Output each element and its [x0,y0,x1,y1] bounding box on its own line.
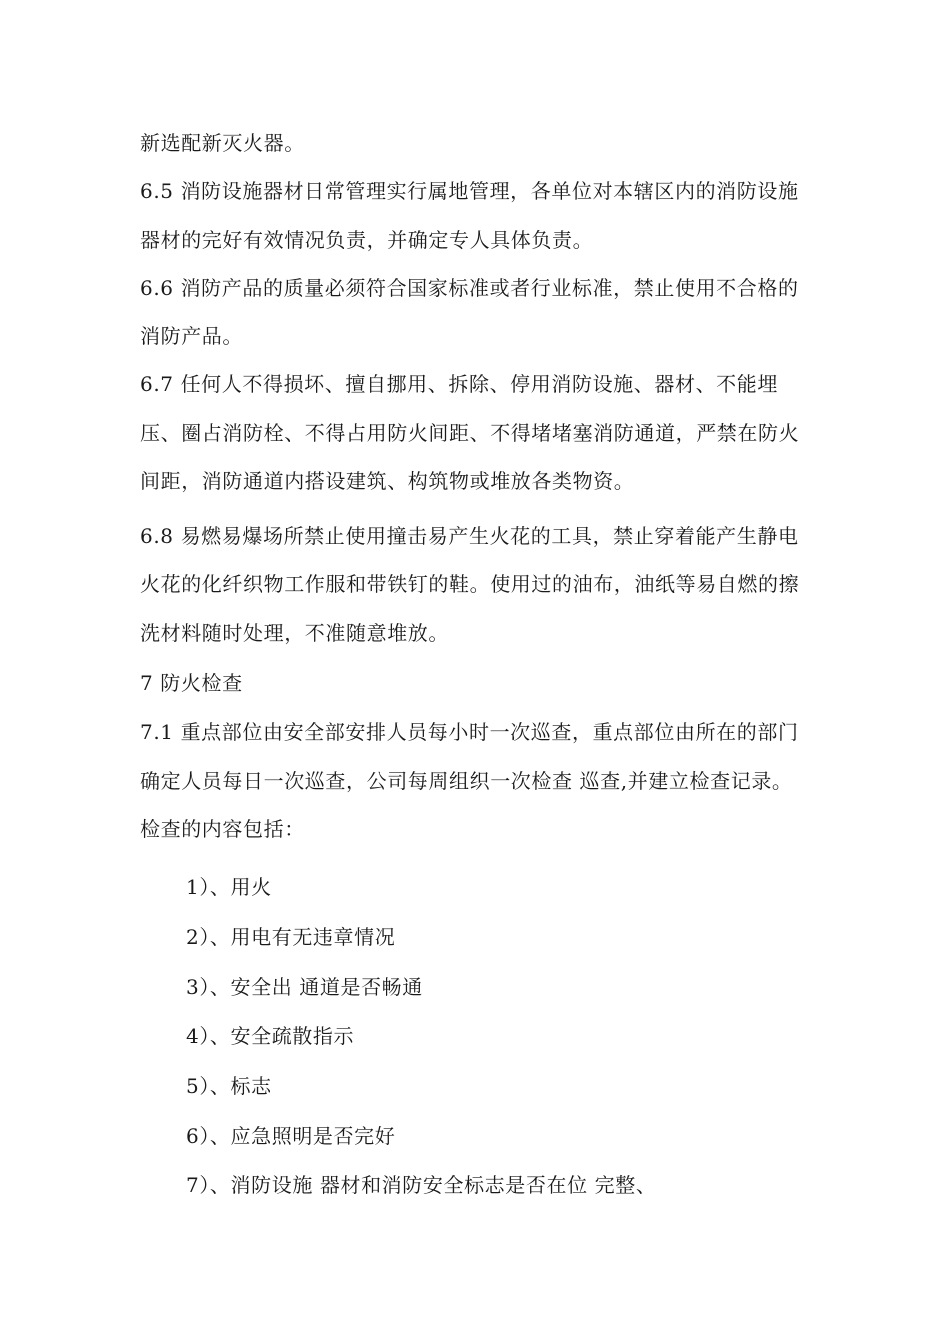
section-6-7-line-1: 6.7 任何人不得损坏、擅自挪用、拆除、停用消防设施、器材、不能埋 [140,372,778,396]
section-6-6-line-2: 消防产品。 [140,324,243,348]
checklist-item: 1）、用火 [186,875,272,899]
checklist-item: 6）、应急照明是否完好 [186,1124,396,1148]
checklist-item: 7）、消防设施 器材和消防安全标志是否在位 完整、 [186,1173,657,1197]
section-7-1-line-3: 检查的内容包括： [140,817,305,841]
checklist-item: 4）、安全疏散指示 [186,1024,355,1048]
section-6-5-line-2: 器材的完好有效情况负责，并确定专人具体负责。 [140,228,594,252]
checklist-item: 3）、安全出 通道是否畅通 [186,975,423,999]
checklist-item: 2）、用电有无违章情况 [186,925,396,949]
section-6-6-line-1: 6.6 消防产品的质量必须符合国家标准或者行业标准，禁止使用不合格的 [140,276,799,300]
section-7-1-line-2: 确定人员每日一次巡查，公司每周组织一次检查 巡查,并建立检查记录。 [140,769,793,793]
section-6-7-line-2: 压、圈占消防栓、不得占用防火间距、不得堵堵塞消防通道，严禁在防火 [140,421,800,445]
section-6-7-line-3: 间距，消防通道内搭设建筑、构筑物或堆放各类物资。 [140,469,635,493]
section-7-1-line-1: 7.1 重点部位由安全部安排人员每小时一次巡查，重点部位由所在的部门 [140,720,799,744]
section-6-5-line-1: 6.5 消防设施器材日常管理实行属地管理，各单位对本辖区内的消防设施 [140,179,799,203]
text-line: 新选配新灭火器。 [140,131,305,155]
checklist-item: 5）、标志 [186,1074,272,1098]
section-6-8-line-2: 火花的化纤织物工作服和带铁钉的鞋。使用过的油布，油纸等易自燃的擦 [140,572,800,596]
section-7-heading: 7 防火检查 [140,671,243,695]
section-6-8-line-1: 6.8 易燃易爆场所禁止使用撞击易产生火花的工具，禁止穿着能产生静电 [140,524,799,548]
section-6-8-line-3: 洗材料随时处理，不准随意堆放。 [140,621,449,645]
